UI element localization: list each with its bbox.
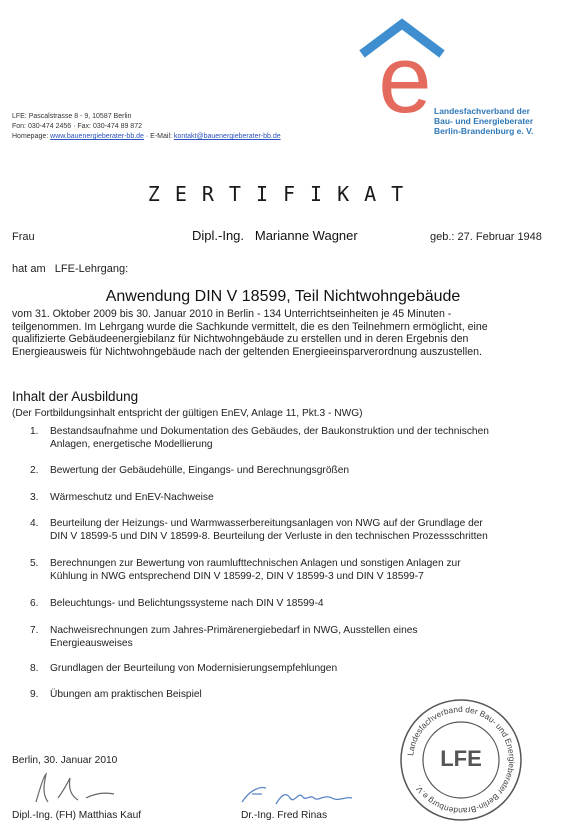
item-number: 3. xyxy=(30,492,39,503)
item-text: Bewertung der Gebäudehülle, Eingangs- und Berechnungsgrößen xyxy=(50,465,350,476)
homepage-label: Homepage: xyxy=(12,133,49,140)
course-title: Anwendung DIN V 18599, Teil Nichtwohngebäude xyxy=(105,288,461,305)
signature-right-icon xyxy=(236,780,356,810)
logo-org-line: Berlin-Brandenburg e. V. xyxy=(434,126,534,136)
item-text: Berechnungen zur Bewertung von raumlufttechnischen Anlagen und sonstigen Anlagen zur xyxy=(50,558,461,569)
paragraph-line: vom 31. Oktober 2009 bis 30. Januar 2010 in Berlin - 134 Unterrichtseinheiten je 45 Minuten - xyxy=(12,308,452,320)
item-number: 2. xyxy=(30,465,39,476)
item-text: Anlagen, energetische Modellierung xyxy=(50,438,213,450)
course-intro: hat am LFE-Lehrgang: xyxy=(12,263,129,275)
contact-line xyxy=(12,132,281,141)
item-text: Wärmeschutz und EnEV-Nachweise xyxy=(50,492,214,503)
seal-center-text: LFE xyxy=(440,746,482,771)
email-link[interactable]: kontakt@bauenergieberater-bb.de xyxy=(173,133,281,140)
place-date: Berlin, 30. Januar 2010 xyxy=(12,755,118,766)
email-label: · E-Mail: xyxy=(145,133,172,140)
name-value: Marianne Wagner xyxy=(254,228,358,243)
paragraph-line: teilgenommen. Im Lehrgang wurde die Sachkunde vermittelt, die es den Teilnehmern ermöglicht, eine xyxy=(12,320,488,333)
content-note: (Der Fortbildungsinhalt entspricht der gültigen EnEV, Anlage 11, Pkt.3 - NWG) xyxy=(12,408,363,419)
address-line: LFE: Pascalstrasse 8 - 9, 10587 Berlin xyxy=(12,113,132,120)
signature-left-icon xyxy=(28,768,118,808)
item-text: DIN V 18599-5 und DIN V 18599-8. Beurteilung der Verluste in den technischen Prozessschritten xyxy=(50,530,488,542)
item-text: Beurteilung der Heizungs- und Warmwasserbereitungsanlagen von NWG auf der Grundlage der xyxy=(50,518,483,529)
item-number: 9. xyxy=(30,689,39,700)
seal-ring-text: Landesfachverband der Bau- und Energieberater Berlin-Brandenburg e.V. xyxy=(405,703,518,817)
item-number: 7. xyxy=(30,625,39,636)
logo-letter: e xyxy=(378,26,432,133)
paragraph-line: Energieausweis für Nichtwohngebäude nach der geltenden Energieeinsparverordnung auszustellen. xyxy=(12,345,482,358)
item-text: Kühlung in NWG entsprechend DIN V 18599-2, DIN V 18599-3 und DIN V 18599-7 xyxy=(50,570,424,582)
recipient-name xyxy=(192,228,358,243)
content-heading: Inhalt der Ausbildung xyxy=(12,389,139,404)
certificate-title: ZERTIFIKAT xyxy=(147,182,419,206)
salutation: Frau xyxy=(12,231,35,243)
signer-right: Dr.-Ing. Fred Rinas xyxy=(241,810,328,821)
item-number: 1. xyxy=(30,426,39,437)
item-text: Beleuchtungs- und Belichtungssysteme nach DIN V 18599-4 xyxy=(50,598,324,609)
phone-line: Fon: 030-474 2456 · Fax: 030-474 89 872 xyxy=(12,123,142,130)
item-number: 8. xyxy=(30,663,39,674)
item-text: Bestandsaufnahme und Dokumentation des Gebäudes, der Baukonstruktion und der technischen xyxy=(50,426,489,437)
item-text: Übungen am praktischen Beispiel xyxy=(50,689,202,700)
signer-left: Dipl.-Ing. (FH) Matthias Kauf xyxy=(12,810,142,821)
name-title: Dipl.-Ing. xyxy=(192,228,245,243)
logo-org-line: Bau- und Energieberater xyxy=(434,116,534,126)
item-text: Energieausweises xyxy=(50,637,133,649)
homepage-link[interactable]: www.bauenergieberater-bb.de xyxy=(50,133,144,140)
paragraph-line: qualifizierte Gebäudeenergiebilanz für Nichtwohngebäude zu erstellen und in deren Ergebnis den xyxy=(12,333,469,345)
item-number: 5. xyxy=(30,558,39,569)
birth-date: geb.: 27. Februar 1948 xyxy=(430,231,542,243)
item-text: Grundlagen der Beurteilung von Modernisierungsempfehlungen xyxy=(50,663,338,674)
certificate-paragraph xyxy=(12,308,552,358)
item-number: 6. xyxy=(30,598,39,609)
item-text: Nachweisrechnungen zum Jahres-Primärenergiebedarf in NWG, Ausstellen eines xyxy=(50,625,418,636)
item-number: 4. xyxy=(30,518,39,529)
logo-org-line: Landesfachverband der xyxy=(434,106,530,116)
official-seal xyxy=(398,697,524,823)
logo-org-name xyxy=(434,106,533,136)
